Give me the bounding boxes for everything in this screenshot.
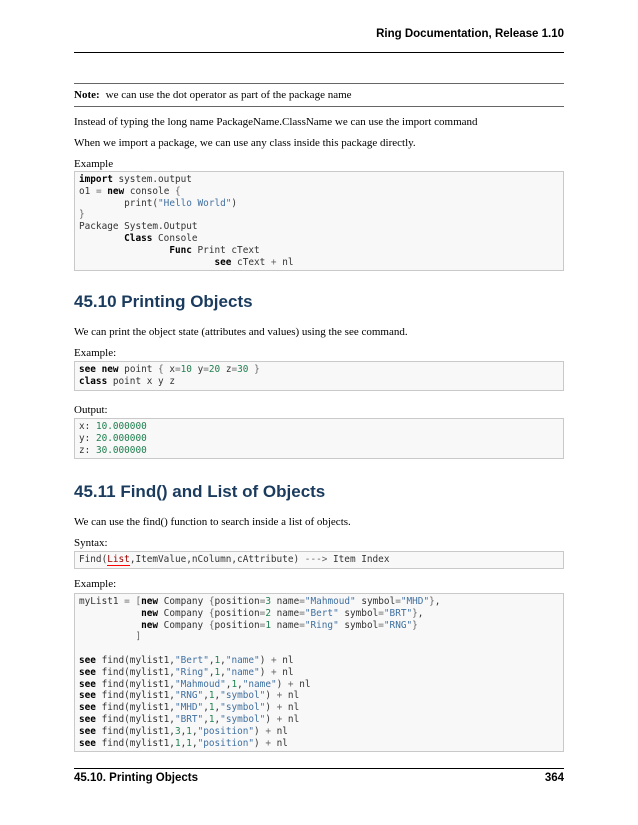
code-line: Class Console [124,232,198,244]
code-line: } [79,209,85,221]
code-line: x: 10.000000 [79,421,147,432]
section-heading: 45.10 Printing Objects [74,292,253,311]
code-line: y: 20.000000 [79,432,147,444]
code-line: see find(mylist1,"RNG",1,"symbol") + nl [79,690,300,702]
paragraph: Instead of typing the long name PackageName.ClassName we can use the import command [74,116,478,128]
code-line: see new point { x=10 y=20 z=30 } [79,364,260,375]
code-line: see cText + nl [214,256,294,268]
code-block-find-syntax [74,551,564,569]
code-line: z: 30.000000 [79,444,147,456]
section-heading: 45.11 Find() and List of Objects [74,482,326,501]
note-label: Note: [74,89,100,101]
code-line: print("Hello World") [79,197,238,209]
code-line: import system.output [79,174,192,185]
code-line: o1 = new console { [79,185,181,197]
code-line: myList1 = [new Company {position=3 name="Mahmoud" symbol="MHD"}, [79,596,441,607]
paragraph: We can use the find() function to search inside a list of objects. [74,516,351,528]
code-line: new Company {position=1 name="Ring" symbol="RNG"} [141,619,418,631]
code-line: see find(mylist1,"MHD",1,"symbol") + nl [79,702,300,714]
note-box [74,83,564,107]
code-line: see find(mylist1,"Ring",1,"name") + nl [79,666,294,678]
code-block-find-example [74,593,564,752]
code-line: see find(mylist1,1,1,"position") + nl [79,737,288,749]
paragraph: Example: [74,347,117,359]
paragraph: Syntax: [74,537,108,549]
code-line: Func Print cText [169,244,260,256]
code-line: Find(List,ItemValue,nColumn,cAttribute) ---> Item Index [79,554,390,565]
code-line: new Company {position=2 name="Bert" symbol="BRT"}, [141,607,424,619]
paragraph: We can print the object state (attributes and values) using the see command. [74,326,408,338]
code-block-see [74,361,564,391]
paragraph: Example [74,158,114,170]
code-line: see find(mylist1,3,1,"position") + nl [79,725,288,737]
note-text: we can use the dot operator as part of the package name [105,89,352,101]
code-line: see find(mylist1,"Bert",1,"name") + nl [79,654,294,666]
paragraph: When we import a package, we can use any class inside this package directly. [74,137,416,149]
page-footer [74,772,564,792]
code-line: see find(mylist1,"BRT",1,"symbol") + nl [79,713,300,725]
page-number: 364 [544,772,564,784]
paragraph: Example: [74,578,117,590]
header-rule [74,52,564,53]
code-line: class point x y z [79,375,175,387]
code-line: see find(mylist1,"Mahmoud",1,"name") + nl [79,678,311,690]
footer-rule [74,768,564,769]
code-block-import [74,171,564,271]
code-line: Package System.Output [79,221,198,233]
page-header: Ring Documentation, Release 1.10 [376,28,564,40]
footer-section: 45.10. Printing Objects [74,772,198,784]
code-line: ] [135,631,142,643]
paragraph: Output: [74,404,108,416]
code-block-output [74,418,564,459]
